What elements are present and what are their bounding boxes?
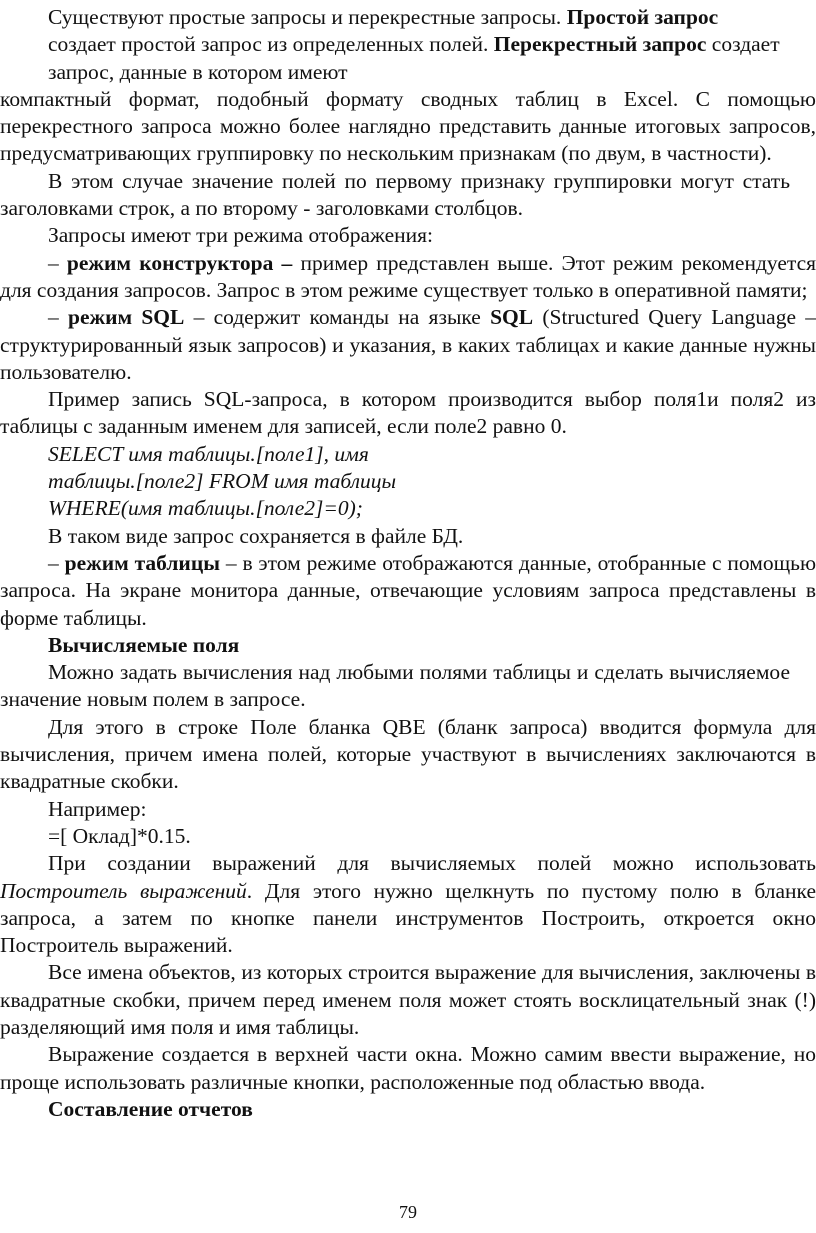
text-run: – xyxy=(48,305,68,330)
term-sql-mode: режим SQL xyxy=(67,305,185,330)
paragraph-expression-builder xyxy=(0,850,816,959)
term-crosstab-query: Перекрестный запрос xyxy=(493,32,707,57)
text-run: создает запрос, данные в котором имеют xyxy=(48,32,780,84)
term-sql: SQL xyxy=(490,305,534,330)
code-line-3: WHERE(имя таблицы.[поле2]=0); xyxy=(48,496,363,521)
text-run: пример представлен выше. Этот режим рекомендуется для создания запросов. Запрос в этом режиме существует только в оперативной памяти; xyxy=(0,250,816,302)
text-run: – xyxy=(48,550,65,575)
paragraph-query-types xyxy=(0,4,790,86)
text-run: – содержит команды на языке xyxy=(184,305,491,330)
text-run: . Для этого нужно щелкнуть по пустому полю в бланке запроса, а затем по кнопке панели инструментов Построить, откроется окно Построитель выражений. xyxy=(0,878,816,958)
code-line-1: SELECT имя таблицы.[поле1], имя xyxy=(48,441,369,466)
paragraph-formula: =[ Оклад]*0.15. xyxy=(48,823,191,848)
page-number: 79 xyxy=(399,1202,417,1222)
section-heading-calculated-fields: Вычисляемые поля xyxy=(48,632,240,657)
paragraph-calculations: Можно задать вычисления над любыми полями таблицы и сделать вычисляемое значение новым полем в запросе. xyxy=(0,660,790,712)
paragraph-object-names: Все имена объектов, из которых строится выражение для вычисления, заключены в квадратные скобки, причем перед именем поля может стоять восклицательный знак (!) разделяющий имя поля и имя таблицы. xyxy=(0,960,816,1039)
paragraph-table-mode xyxy=(0,550,816,632)
text-run: – в этом режиме отображаются данные, отобранные с помощью запроса. На экране монитора данные, отвечающие условиям запроса представлены в форме таблицы. xyxy=(0,550,816,630)
paragraph-sql-example: Пример запись SQL-запроса, в котором производится выбор поля1и поля2 из таблицы с заданным именем для записей, если поле2 равно 0. xyxy=(0,387,816,439)
paragraph-example-label: Например: xyxy=(48,796,147,821)
paragraph-qbe-formula: Для этого в строке Поле бланка QBE (бланк запроса) вводится формула для вычисления, причем имена полей, которые участвуют в вычислениях заключаются в квадратные скобки. xyxy=(0,714,816,794)
term-table-mode: режим таблицы xyxy=(64,550,220,575)
paragraph-grouping: В этом случае значение полей по первому признаку группировки могут стать заголовками строк, а по второму - заголовками столбцов. xyxy=(0,168,790,221)
text-run: (Structured Query Language – структурированный язык запросов) и указания, в каких таблицах и какие данные нужны пользователю. xyxy=(0,305,816,384)
paragraph-display-modes: Запросы имеют три режима отображения: xyxy=(48,223,434,248)
term-expression-builder: Построитель выражений xyxy=(0,878,247,903)
paragraph-sql-mode xyxy=(0,304,816,386)
paragraph-expression-input: Выражение создается в верхней части окна. Можно самим ввести выражение, но проще использовать различные кнопки, расположенные под областью ввода. xyxy=(0,1042,816,1094)
paragraph-design-mode xyxy=(0,250,816,305)
text-run: При создании выражений для вычисляемых полей можно использовать xyxy=(48,851,816,876)
code-line-2: таблицы.[поле2] FROM имя таблицы xyxy=(48,469,397,494)
section-heading-reports: Составление отчетов xyxy=(48,1096,253,1121)
page-content xyxy=(0,4,816,1123)
term-design-mode: режим конструктора – xyxy=(66,250,293,275)
text-run: создает простой запрос из определенных полей. xyxy=(48,32,494,57)
paragraph-crosstab-description: компактный формат, подобный формату сводных таблиц в Excel. С помощью перекрестного запроса можно более наглядно представить данные итоговых запросов, предусматривающих группировку по нескольким признакам (по двум, в частности). xyxy=(0,86,816,166)
text-run: – xyxy=(48,250,67,275)
text-run: Существуют простые запросы и перекрестные запросы. xyxy=(48,5,567,29)
paragraph-saved-form: В таком виде запрос сохраняется в файле БД. xyxy=(48,523,464,548)
term-simple-query: Простой запрос xyxy=(566,5,719,29)
